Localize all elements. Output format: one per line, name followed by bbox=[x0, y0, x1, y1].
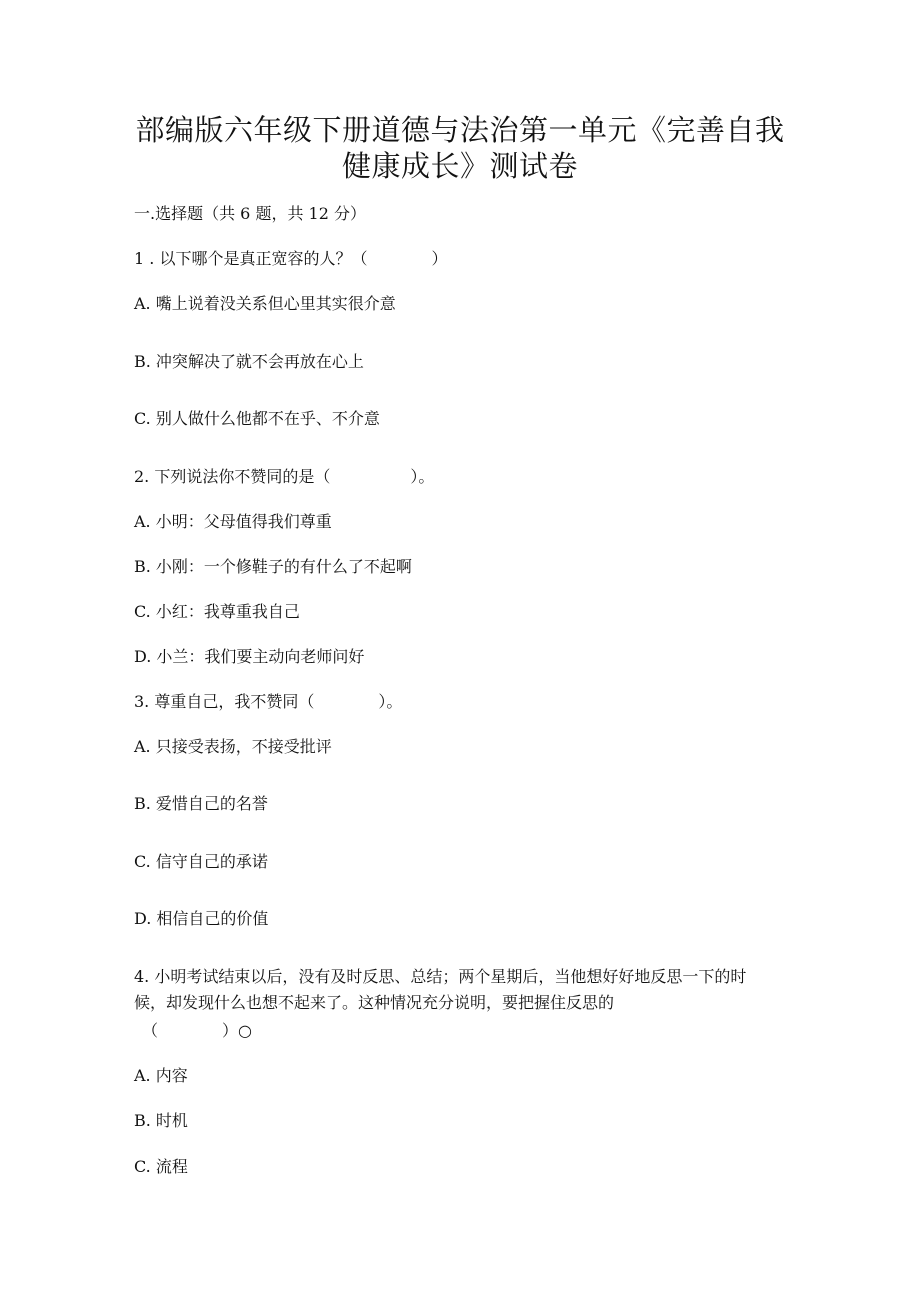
question-1-option-b: B. 冲突解决了就不会再放在心上 bbox=[134, 352, 364, 371]
question-2-option-c: C. 小红：我尊重我自己 bbox=[134, 602, 300, 621]
question-4-stem-line-2: 候，却发现什么也想不起来了。这种情况充分说明，要把握住反思的 bbox=[134, 993, 615, 1012]
question-4-option-c: C. 流程 bbox=[134, 1157, 188, 1176]
question-4-option-a: A. 内容 bbox=[134, 1066, 188, 1085]
question-4-option-b: B. 时机 bbox=[134, 1111, 188, 1130]
question-2-option-d: D. 小兰：我们要主动向老师问好 bbox=[134, 647, 365, 666]
question-4-stem-line-1: 4. 小明考试结束以后，没有及时反思、总结；两个星期后，当他想好好地反思一下的时 bbox=[134, 967, 747, 986]
question-2-option-b: B. 小刚：一个修鞋子的有什么了不起啊 bbox=[134, 557, 412, 576]
question-3-option-a: A. 只接受表扬，不接受批评 bbox=[134, 737, 332, 756]
question-3-stem: 3. 尊重自己，我不赞同（ ）。 bbox=[134, 692, 403, 711]
question-4-stem-line-3: （ ）○ bbox=[142, 1021, 252, 1040]
question-2-stem: 2. 下列说法你不赞同的是（ ）。 bbox=[134, 467, 435, 486]
section-heading: 一.选择题（共 6 题，共 12 分） bbox=[134, 204, 366, 223]
document-title-line-2: 健康成长》测试卷 bbox=[341, 149, 578, 183]
question-3-option-b: B. 爱惜自己的名誉 bbox=[134, 794, 268, 813]
document-title-line-1: 部编版六年级下册道德与法治第一单元《完善自我 bbox=[135, 113, 785, 147]
question-1-stem: 1 . 以下哪个是真正宽容的人？（ ） bbox=[134, 249, 448, 268]
question-2-option-a: A. 小明：父母值得我们尊重 bbox=[134, 512, 332, 531]
question-3-option-c: C. 信守自己的承诺 bbox=[134, 852, 268, 871]
question-1-option-a: A. 嘴上说着没关系但心里其实很介意 bbox=[134, 294, 396, 313]
question-1-option-c: C. 别人做什么他都不在乎、不介意 bbox=[134, 409, 380, 428]
question-3-option-d: D. 相信自己的价值 bbox=[134, 909, 269, 928]
